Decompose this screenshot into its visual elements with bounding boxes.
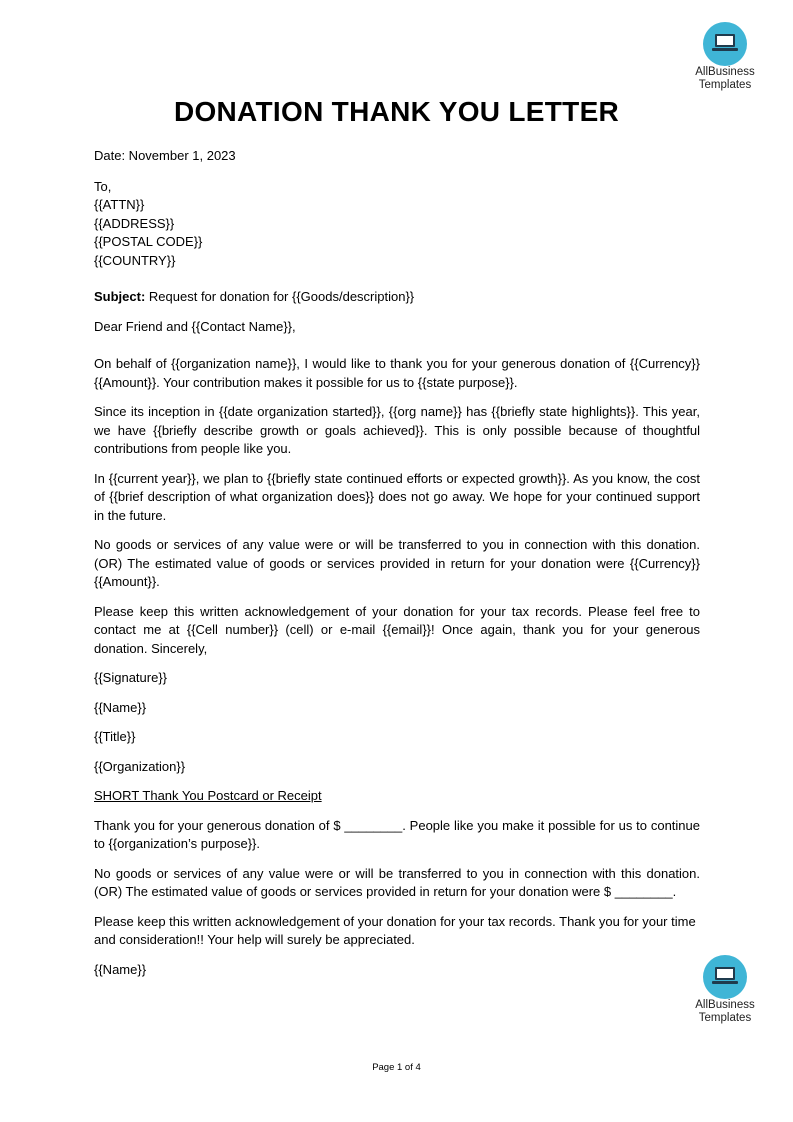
page-number: Page 1 of 4	[372, 1062, 421, 1073]
short-section-heading: SHORT Thank You Postcard or Receipt	[94, 788, 322, 803]
name-placeholder: {{Name}}	[94, 699, 147, 715]
allbusiness-logo-bottom	[685, 955, 765, 1025]
letter-body	[94, 147, 700, 979]
address-country: {{COUNTRY}}	[94, 252, 176, 268]
laptop-icon	[703, 22, 747, 66]
paragraph-history: Since its inception in {{date organization started}}, {{org name}} has {{briefly state highlights}}. This year, we have {{briefly describe growth or goals achieved}}. This is only possible because of thoughtful contributions from people like you.	[94, 404, 700, 456]
title-placeholder: {{Title}}	[94, 729, 136, 744]
address-postal-code: {{POSTAL CODE}}	[94, 234, 203, 249]
short-paragraph-thanks: Thank you for your generous donation of $ ________. People like you make it possible for us to continue to {{organization’s purpose}}.	[94, 817, 700, 851]
closing-name-placeholder: {{Name}}	[94, 961, 147, 977]
short-paragraph-tax-records: Please keep this written acknowledgement of your donation for your tax records. Thank you for your time and consideration!! Your help will surely be appreciated.	[94, 913, 696, 947]
subject-text: Request for donation for {{Goods/description}}	[145, 289, 415, 304]
logo-text-line2: Templates	[698, 1012, 752, 1024]
logo-text-line1: AllBusiness	[695, 999, 755, 1011]
address-attn: {{ATTN}}	[94, 197, 145, 212]
laptop-icon	[703, 955, 747, 999]
address-to: To,	[94, 178, 112, 194]
paragraph-plans: In {{current year}}, we plan to {{briefly state continued efforts or expected growth}}. As you know, the cost of {{brief description of what organization does}} does not go away. We hope for your continued support in the future.	[94, 470, 700, 523]
paragraph-goods-services: No goods or services of any value were or will be transferred to you in connection with this donation. (OR) The estimated value of goods or services provided in return for your donation were {{Currency}}{{Amount}}.	[94, 537, 700, 589]
paragraph-thanks: On behalf of {{organization name}}, I would like to thank you for your generous donation of {{Currency}}{{Amount}}. Your contribution makes it possible for us to {{state purpose}}.	[94, 356, 700, 390]
document-title: DONATION THANK YOU LETTER	[173, 96, 620, 127]
paragraph-tax-records: Please keep this written acknowledgement of your donation for your tax records. Please feel free to contact me at {{Cell number}} (cell) or e-mail {{email}}! Once again, thank you for your generous donation. Sincerely,	[94, 603, 700, 656]
recipient-address	[94, 178, 700, 271]
short-paragraph-goods-services: No goods or services of any value were or will be transferred to you in connection with this donation. (OR) The estimated value of goods or services provided in return for your donation were $ ________.	[94, 865, 700, 899]
logo-text-line2: Templates	[698, 79, 752, 91]
letter-subject	[94, 288, 700, 307]
logo-text-line1: AllBusiness	[695, 66, 755, 78]
organization-placeholder: {{Organization}}	[94, 758, 186, 774]
letter-salutation: Dear Friend and {{Contact Name}},	[94, 318, 296, 334]
allbusiness-logo-top	[685, 22, 765, 92]
subject-label: Subject:	[94, 289, 146, 304]
address-street: {{ADDRESS}}	[94, 215, 175, 231]
signature-placeholder: {{Signature}}	[94, 670, 168, 685]
letter-date: Date: November 1, 2023	[94, 148, 236, 163]
